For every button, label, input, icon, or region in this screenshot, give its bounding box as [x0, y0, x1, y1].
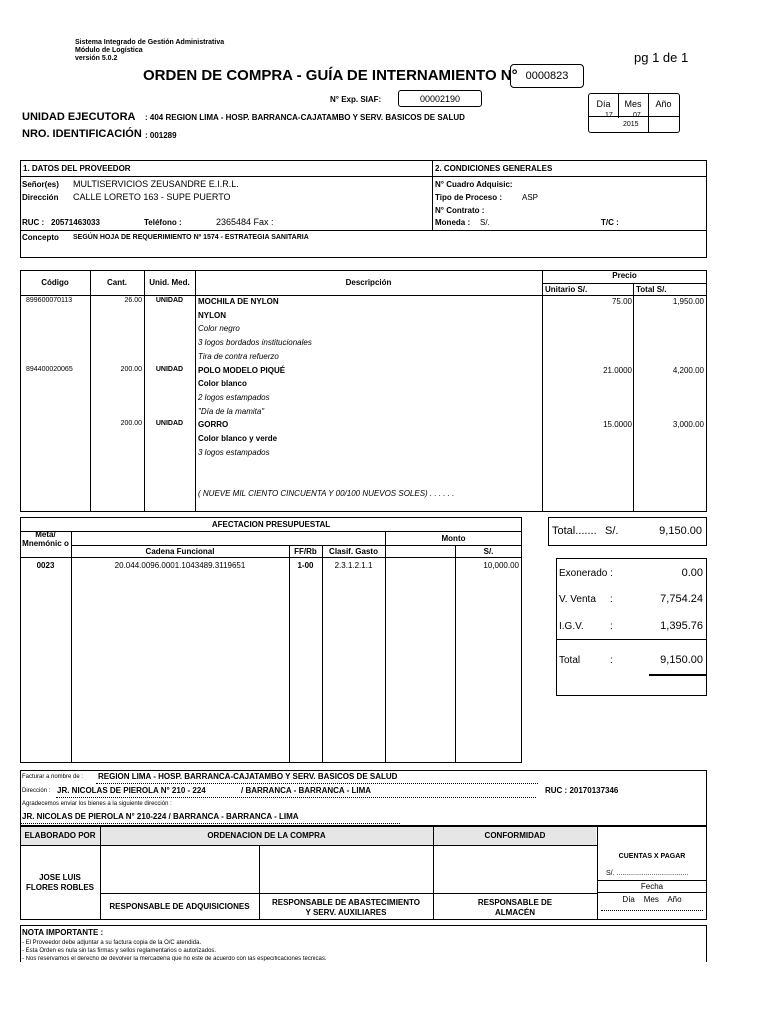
- igv-label: I.G.V.: [559, 621, 584, 632]
- venta-colon: :: [610, 594, 613, 605]
- item-description: 3 logos estampados: [198, 448, 270, 457]
- ordenacion-label: ORDENACION DE LA COMPRA: [207, 831, 326, 840]
- col-monto: Monto: [441, 534, 466, 543]
- document-title: ORDEN DE COMPRA - GUÍA DE INTERNAMIENTO N°: [143, 67, 518, 84]
- item-description: GORRO: [198, 420, 229, 429]
- billing-direccion-value: JR. NICOLAS DE PIEROLA N° 210 - 224: [57, 786, 206, 795]
- conformidad-label: CONFORMIDAD: [484, 831, 546, 840]
- contrato-label: N° Contrato :: [435, 206, 485, 215]
- item-description: 3 logos bordados institucionales: [198, 338, 312, 347]
- venta-value: 7,754.24: [660, 593, 703, 605]
- total2-value: 9,150.00: [660, 654, 703, 666]
- date-month-label: Mes: [624, 99, 642, 109]
- budget-meta: 0023: [36, 561, 55, 570]
- total2-colon: :: [610, 655, 613, 666]
- item-unit-price: 75.00: [611, 297, 632, 306]
- budget-cadena: 20.044.0096.0001.1043489.3119651: [114, 561, 246, 570]
- tax-summary-box: [556, 558, 707, 696]
- almacen-label-1: RESPONSABLE DE: [477, 898, 553, 907]
- tc-label: T/C :: [601, 218, 619, 227]
- budget-ffrb: 1-00: [297, 561, 314, 570]
- order-number: 0000823: [525, 70, 569, 82]
- col-precio: Precio: [612, 271, 637, 280]
- budget-monto: 10,000.00: [483, 561, 519, 570]
- siaf-box: [398, 90, 482, 107]
- item-description: NYLON: [198, 311, 226, 320]
- item-qty: 200.00: [120, 420, 142, 427]
- version: versión 5.0.2: [75, 55, 118, 62]
- telefono-label: Teléfono :: [144, 218, 182, 227]
- conditions-section-title: 2. CONDICIONES GENERALES: [435, 164, 553, 173]
- provider-section-title: 1. DATOS DEL PROVEEDOR: [23, 164, 131, 173]
- item-unit-price: 15.0000: [603, 420, 632, 429]
- item-unit: UNIDAD: [155, 420, 184, 427]
- tipo-value: ASP: [522, 193, 539, 202]
- col-clasif: Clasif. Gasto: [329, 547, 378, 556]
- notes-title: NOTA IMPORTANTE :: [22, 928, 104, 937]
- factura-label: Facturar a nombre de :: [22, 774, 84, 780]
- system-name: Sistema Integrado de Gestión Administrativa: [75, 39, 225, 46]
- total-box: [548, 517, 707, 546]
- item-unit-price: 21.0000: [603, 366, 632, 375]
- note-3-clip: [22, 956, 702, 961]
- provider-conditions-box: [20, 160, 707, 258]
- siaf-number: 00002190: [419, 94, 461, 104]
- date-day: 17: [605, 112, 613, 119]
- item-unit: UNIDAD: [155, 297, 184, 304]
- billing-ruc: RUC : 20170137346: [545, 786, 619, 795]
- elaborado-name-2: FLORES ROBLES: [25, 883, 94, 892]
- telefono-value: 2365484 Fax :: [216, 217, 274, 227]
- moneda-value: S/.: [480, 218, 490, 227]
- moneda-label: Moneda :: [435, 218, 471, 227]
- item-description: Color negro: [198, 324, 240, 333]
- unit-label: UNIDAD EJECUTORA: [22, 111, 136, 123]
- exonerado-value: 0.00: [681, 567, 703, 579]
- cuentas-amount: S/. .....................................: [606, 870, 689, 877]
- col-soles: S/.: [483, 547, 494, 556]
- agradece-text: Agradecemos enviar los bienes a la siguiente dirección :: [22, 801, 172, 807]
- ruc-label: RUC :: [22, 218, 45, 227]
- cuentas-label: CUENTAS X PAGAR: [618, 853, 686, 860]
- id-value: : 001289: [145, 131, 177, 140]
- id-label: NRO. IDENTIFICACIÓN: [22, 128, 142, 140]
- concepto-label: Concepto: [22, 233, 59, 242]
- abastecimiento-label-1: RESPONSABLE DE ABASTECIMIENTO: [271, 898, 420, 907]
- total2-label: Total: [559, 655, 581, 666]
- date-month: 07: [633, 112, 641, 119]
- item-description: "Día de la mamita": [198, 407, 265, 416]
- col-total: Total S/.: [636, 285, 667, 294]
- concepto-value: SEGÚN HOJA DE REQUERIMIENTO Nº 1574 - ESTRATEGIA SANITARIA: [73, 234, 309, 241]
- igv-value: 1,395.76: [660, 620, 703, 632]
- senor-value: MULTISERVICIOS ZEUSANDRE E.I.R.L.: [73, 179, 239, 189]
- billing-direccion-label: Dirección :: [22, 788, 51, 794]
- almacen-label-2: ALMACÉN: [495, 908, 535, 917]
- item-description: Color blanco: [198, 379, 247, 388]
- item-total: 3,000.00: [672, 420, 704, 429]
- fecha-label: Fecha: [640, 882, 664, 891]
- budget-clasif: 2.3.1.2.1.1: [334, 561, 373, 570]
- factura-value: REGION LIMA - HOSP. BARRANCA-CAJATAMBO Y SERV. BASICOS DE SALUD: [98, 772, 398, 781]
- senor-label: Señor(es): [22, 180, 59, 189]
- col-unitario: Unitario S/.: [545, 285, 588, 294]
- col-cadena: Cadena Funcional: [145, 547, 215, 556]
- budget-title: AFECTACION PRESUPUESTAL: [211, 520, 331, 529]
- igv-colon: :: [610, 621, 613, 632]
- item-description: POLO MODELO PIQUÉ: [198, 366, 286, 375]
- date-year: 2015: [623, 121, 639, 128]
- item-description: Color blanco y verde: [198, 434, 278, 443]
- amount-in-words: ( NUEVE MIL CIENTO CINCUENTA Y 00/100 NUEVOS SOLES) . . . . . .: [198, 489, 455, 498]
- siaf-label: N° Exp. SIAF:: [330, 95, 382, 104]
- col-cant: Cant.: [107, 278, 127, 287]
- item-code: 894400020065: [26, 366, 73, 373]
- billing-direccion-city: / BARRANCA - BARRANCA - LIMA: [241, 786, 372, 795]
- abastecimiento-label-2: Y SERV. AUXILIARES: [305, 908, 387, 917]
- exonerado-label: Exonerado :: [559, 568, 613, 579]
- order-number-box: [510, 64, 584, 88]
- tipo-label: Tipo de Proceso :: [435, 193, 502, 202]
- date-year-label: Año: [655, 99, 672, 109]
- adquisiciones-label: RESPONSABLE DE ADQUISICIONES: [109, 902, 250, 911]
- item-unit: UNIDAD: [155, 366, 184, 373]
- item-description: MOCHILA DE NYLON: [198, 297, 279, 306]
- note-2: - Esta Orden es nula sin las firmas y sellos reglamentarios o autorizados.: [22, 948, 217, 954]
- total-underline: [649, 674, 706, 676]
- item-qty: 26.00: [124, 297, 142, 304]
- date-box: [588, 93, 680, 133]
- direccion-label: Dirección: [22, 193, 59, 202]
- items-table: [20, 270, 707, 512]
- item-code: 899600070113: [26, 297, 73, 304]
- direccion-value: CALLE LORETO 163 - SUPE PUERTO: [73, 192, 231, 202]
- fecha-columns: Día Mes Año: [622, 895, 682, 904]
- venta-label: V. Venta: [559, 594, 596, 605]
- item-total: 4,200.00: [672, 366, 704, 375]
- item-qty: 200.00: [120, 366, 142, 373]
- ruc-value: 20571463033: [51, 218, 100, 227]
- item-total: 1,950.00: [672, 297, 704, 306]
- col-meta: Meta/ Mnemónic o: [22, 530, 69, 548]
- col-unid: Unid. Med.: [149, 278, 190, 287]
- unit-value: : 404 REGION LIMA - HOSP. BARRANCA-CAJATAMBO Y SERV. BASICOS DE SALUD: [145, 113, 465, 122]
- total-currency: S/.: [605, 525, 619, 537]
- total-value: 9,150.00: [659, 525, 702, 537]
- date-day-label: Día: [596, 99, 611, 109]
- envio-address: JR. NICOLAS DE PIEROLA N° 210-224 / BARRANCA - BARRANCA - LIMA: [22, 812, 299, 821]
- cuadro-label: N° Cuadro Adquisic:: [435, 180, 513, 189]
- col-descripcion: Descripción: [345, 278, 392, 287]
- total-label: Total.......: [552, 525, 597, 537]
- note-3: - Nos reservamos el derecho de devolver la mercadería que no esté de acuerdo con las especificaciones técnicas.: [22, 956, 327, 961]
- note-1: - El Proveedor debe adjuntar a su factura copia de la O/C atendida.: [22, 940, 202, 946]
- col-ffrb: FF/Rb: [294, 547, 317, 556]
- module-name: Módulo de Logística: [75, 47, 143, 54]
- elaborado-label: ELABORADO POR: [24, 831, 96, 840]
- elaborado-name-1: JOSE LUIS: [39, 873, 81, 882]
- item-description: Tira de contra refuerzo: [198, 352, 279, 361]
- item-description: 2 logos estampados: [198, 393, 270, 402]
- page-indicator: pg 1 de 1: [634, 50, 689, 65]
- col-codigo: Código: [41, 278, 69, 287]
